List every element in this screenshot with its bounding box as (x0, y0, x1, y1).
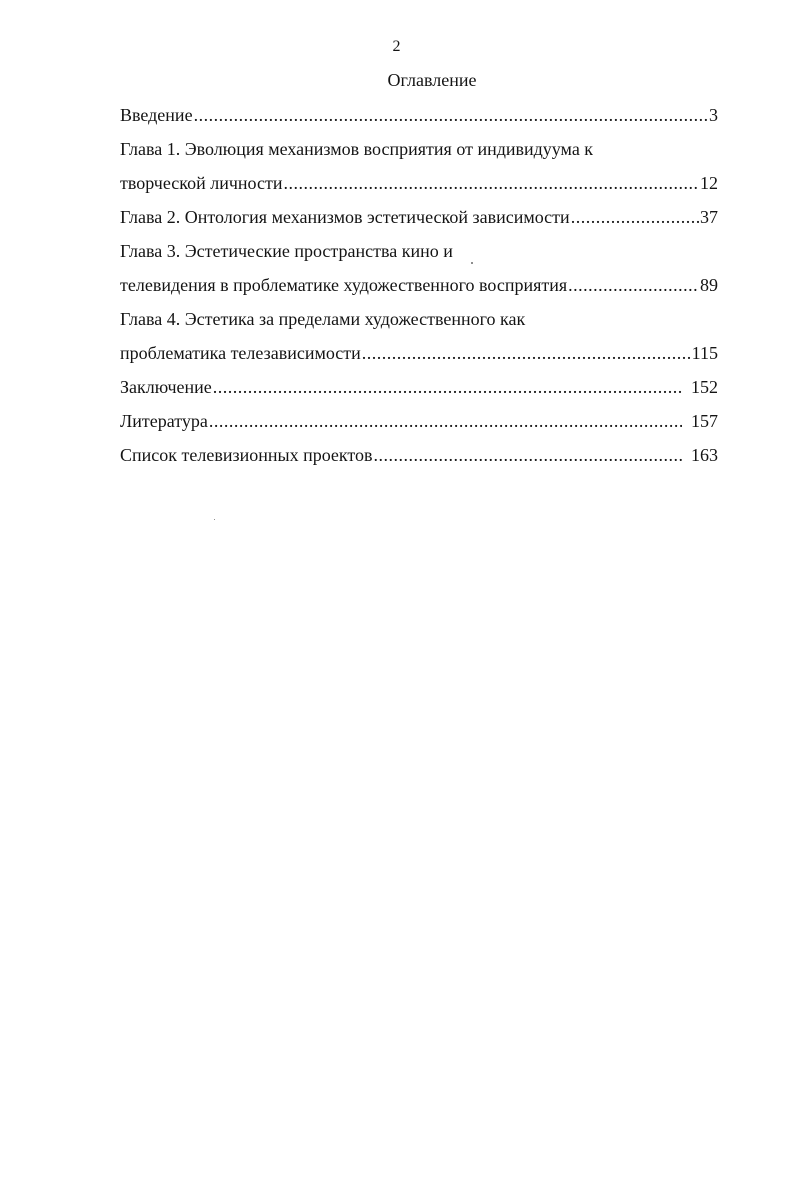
toc-line (120, 302, 718, 336)
toc-line (120, 336, 718, 370)
toc-entry-chapter-2 (120, 200, 718, 234)
toc-entry-conclusion (120, 370, 718, 404)
toc-entry-introduction (120, 98, 718, 132)
toc-entry-page: 157 (691, 411, 718, 431)
toc-entry-title-continued: творческой личности (120, 173, 283, 193)
toc-line (120, 268, 718, 302)
toc-entry-chapter-3 (120, 234, 718, 302)
toc-entry-page: 37 (700, 207, 718, 227)
dot-leader (374, 438, 682, 472)
toc-entry-title: Глава 4. Эстетика за пределами художественного как (120, 309, 526, 329)
toc-entry-title: Заключение (120, 377, 212, 397)
toc-entry-chapter-1 (120, 132, 718, 200)
toc-line (120, 98, 718, 132)
scan-speck (214, 519, 215, 520)
toc-line (120, 200, 718, 234)
toc-line (120, 132, 718, 166)
toc-entry-title-continued: телевидения в проблематике художественного восприятия (120, 275, 568, 295)
dot-leader (568, 268, 699, 302)
dot-leader (209, 404, 682, 438)
toc-entry-title-continued: проблематика телезависимости (120, 343, 361, 363)
page-number: 2 (392, 38, 401, 55)
toc-entry-page: 3 (709, 105, 718, 125)
toc-entry-title: Глава 3. Эстетические пространства кино и (120, 241, 453, 261)
toc-entry-title: Список телевизионных проектов (120, 445, 373, 465)
toc-entry-title: Глава 2. Онтология механизмов эстетической зависимости (120, 207, 570, 227)
toc-line (120, 370, 718, 404)
dot-leader (283, 166, 699, 200)
toc-entry-title: Введение (120, 105, 193, 125)
dot-leader (362, 336, 691, 370)
toc-line (120, 438, 718, 472)
toc-entry-page: 115 (691, 343, 718, 363)
dot-leader (213, 370, 682, 404)
toc-line (120, 234, 718, 268)
toc-entry-title: Глава 1. Эволюция механизмов восприятия от индивидуума к (120, 139, 594, 159)
toc-entry-page: 12 (700, 173, 718, 193)
toc-title: Оглавление (387, 70, 477, 90)
toc-entry-title: Литература (120, 411, 208, 431)
toc-entry-page: 89 (700, 275, 718, 295)
toc-entry-literature (120, 404, 718, 438)
scan-speck (471, 262, 473, 264)
table-of-contents (120, 98, 718, 472)
toc-entry-page: 163 (691, 445, 718, 465)
toc-line (120, 166, 718, 200)
toc-entry-tv-projects (120, 438, 718, 472)
toc-line (120, 404, 718, 438)
toc-entry-page: 152 (691, 377, 718, 397)
dot-leader (194, 98, 708, 132)
dot-leader (571, 200, 699, 234)
toc-entry-chapter-4 (120, 302, 718, 370)
